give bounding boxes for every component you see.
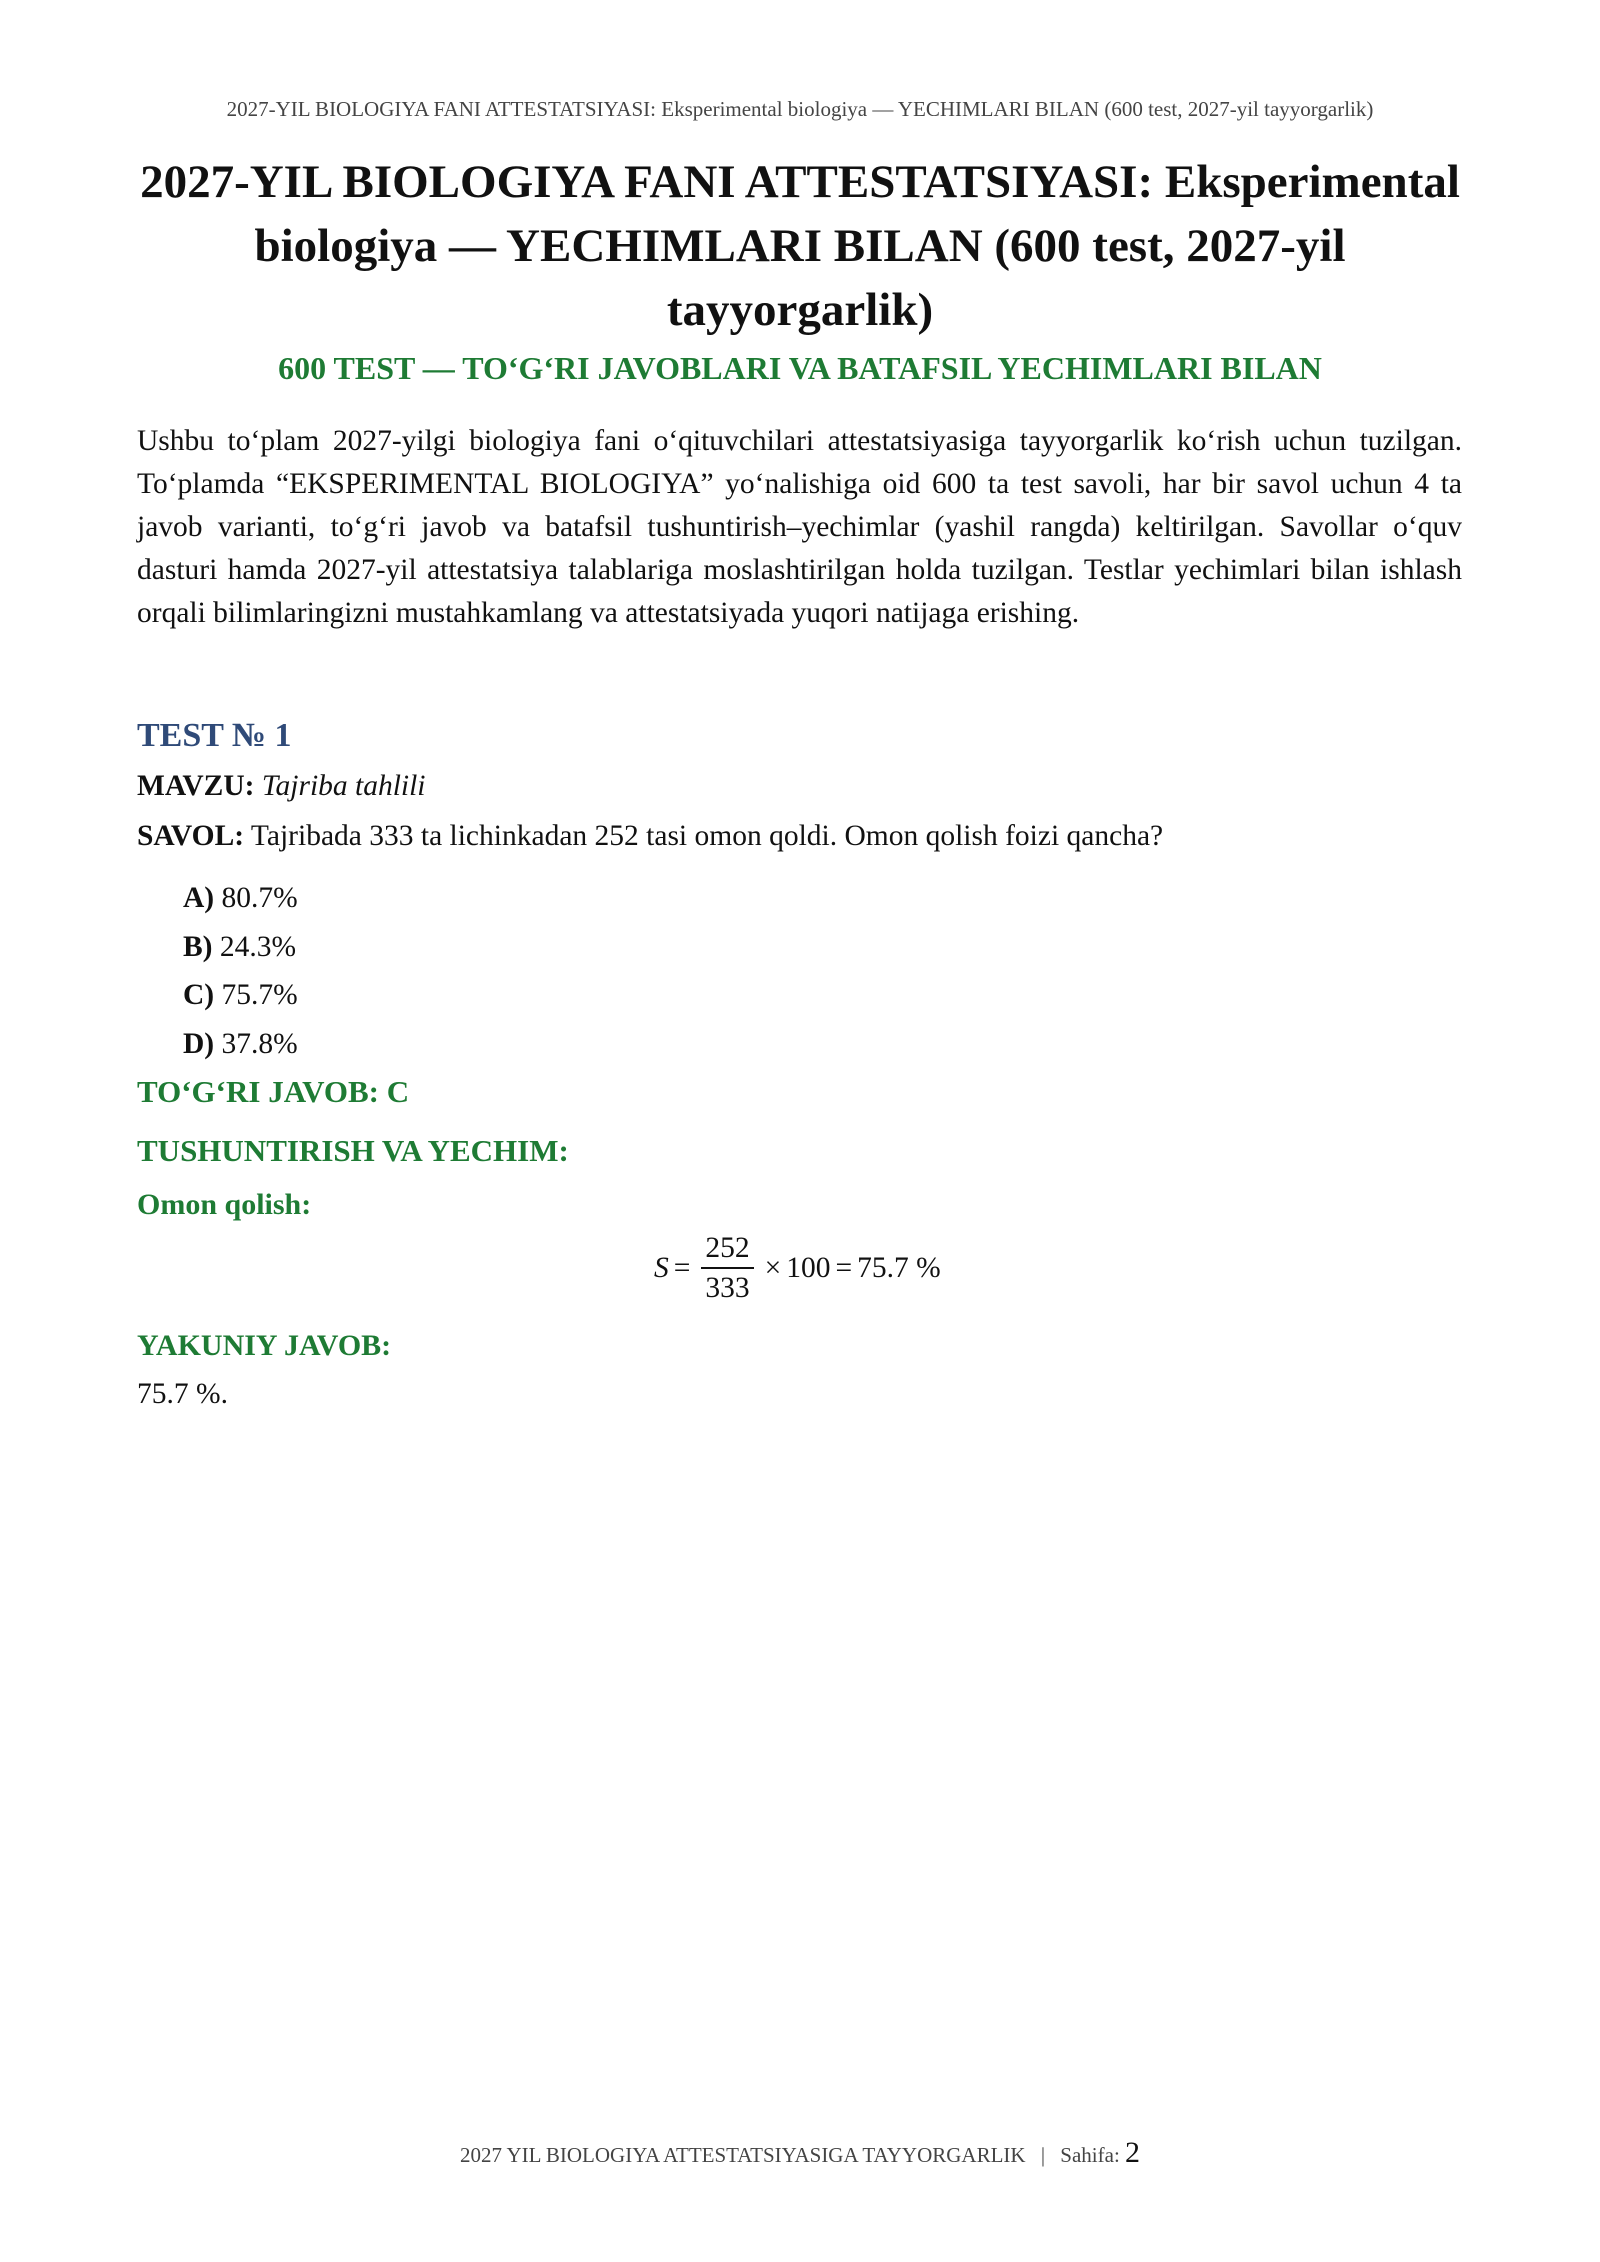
formula-times: × (764, 1251, 782, 1284)
option-letter: A) (183, 882, 215, 914)
option-d (183, 1020, 298, 1069)
step-label: Omon qolish: (137, 1188, 312, 1221)
question-label: SAVOL: (137, 820, 245, 852)
option-value: 80.7% (221, 882, 298, 914)
correct-answer: TO‘G‘RI JAVOB: C (137, 1074, 410, 1109)
formula-denominator: 333 (705, 1272, 750, 1304)
formula-fraction (701, 1230, 753, 1306)
option-letter: D) (183, 1027, 215, 1060)
question-text: Tajribada 333 ta lichinkadan 252 tasi omon qoldi. Omon qolish foizi qancha? (250, 820, 1164, 852)
footer-text: 2027 YIL BIOLOGIYA ATTESTATSIYASIGA TAYYORGARLIK (459, 2143, 1026, 2167)
formula-result: 75.7 % (857, 1251, 941, 1284)
test-heading: TEST № 1 (137, 717, 292, 754)
question-line (137, 816, 1163, 856)
formula-equals-result: = (835, 1251, 853, 1284)
formula-multiplier: 100 (786, 1251, 831, 1284)
page-number: 2 (1125, 2136, 1141, 2169)
footer-separator: | (1040, 2143, 1046, 2167)
option-a (183, 874, 298, 923)
formula-variable: S (654, 1251, 669, 1284)
option-value: 75.7% (221, 979, 298, 1011)
running-footer (200, 2133, 1400, 2175)
option-c (183, 971, 298, 1020)
explanation-heading: TUSHUNTIRISH VA YECHIM: (137, 1133, 569, 1168)
topic-line (137, 766, 426, 806)
document-subtitle: 600 TEST — TO‘G‘RI JAVOBLARI VA BATAFSIL YECHIMLARI BILAN (278, 350, 1322, 386)
page-label: Sahifa: (1060, 2143, 1120, 2167)
survival-formula (654, 1230, 941, 1306)
option-letter: C) (183, 979, 215, 1011)
option-b (183, 923, 298, 972)
topic-label: MAVZU: (137, 770, 255, 802)
topic-value: Tajriba tahlili (261, 770, 426, 802)
answer-options (183, 874, 298, 1068)
formula-equals: = (673, 1251, 691, 1284)
intro-paragraph: Ushbu to‘plam 2027-yilgi biologiya fani o‘qituvchilari attestatsiyasiga tayyorgarlik ko‘rish uchun tuzilgan. To‘plamda “EKSPERIMENTAL BIOLOGIYA” yo‘nalishiga oid 600 ta test savoli, har bir savol uchun 4 ta javob varianti, to‘g‘ri javob va batafsil tushuntirish–yechimlar (yashil rangda) keltirilgan. Savollar o‘quv dasturi hamda 2027-yil attestatsiya talablariga moslashtirilgan holda tuzilgan. Testlar yechimlari bilan ishlash orqali bilimlaringizni mustahkamlang va attestatsiyada yuqori natijaga erishing. (137, 425, 1462, 629)
option-value: 24.3% (219, 930, 297, 963)
formula-numerator: 252 (701, 1230, 753, 1269)
running-header: 2027-YIL BIOLOGIYA FANI ATTESTATSIYASI: Eksperimental biologiya — YECHIMLARI BILAN (600 test, 2027-yil tayyorgarlik) (226, 97, 1374, 121)
final-answer-value: 75.7 %. (137, 1378, 228, 1410)
document-title: 2027-YIL BIOLOGIYA FANI ATTESTATSIYASI: Eksperimental biologiya — YECHIMLARI BILAN (600 test, 2027-yil tayyorgarlik) (140, 156, 1460, 336)
option-value: 37.8% (221, 1027, 298, 1060)
option-letter: B) (183, 930, 213, 963)
final-answer-heading: YAKUNIY JAVOB: (137, 1329, 392, 1362)
